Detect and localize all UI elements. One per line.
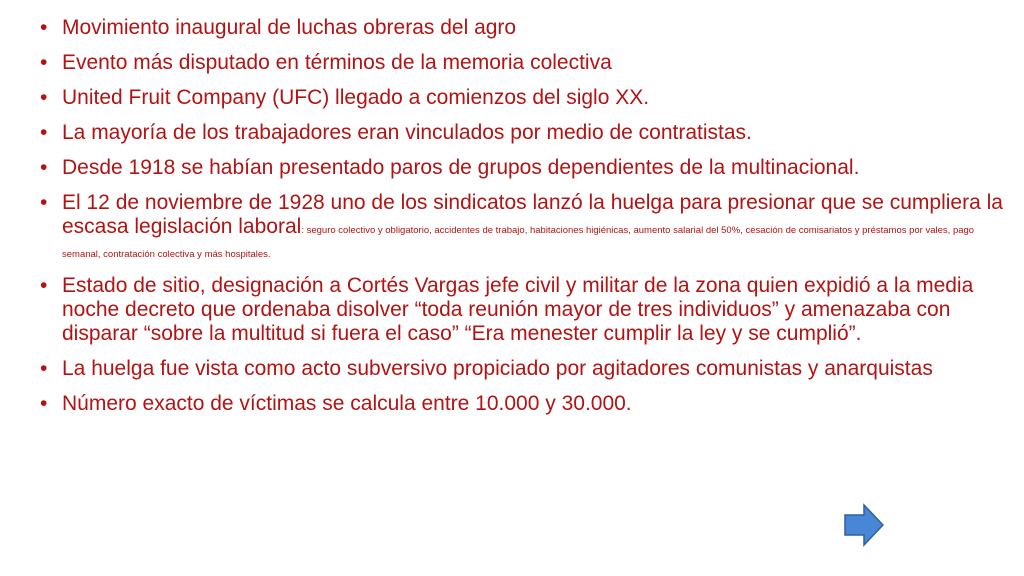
bullet-footnote: : seguro colectivo y obligatorio, accidentes de trabajo, habitaciones higiénicas, aumento salarial del 50%, cesación de comisariatos y préstamos por vales, pago semanal, contratación colectiva y más hospitales. <box>62 225 975 260</box>
bullet-dot: • <box>40 51 48 74</box>
bullet-dot: • <box>40 392 48 415</box>
bullet-text: United Fruit Company (UFC) llegado a comienzos del siglo XX. <box>62 86 650 109</box>
bullet-dot: • <box>40 191 48 214</box>
bullet-dot: • <box>40 156 48 179</box>
bullet-dot: • <box>40 357 48 380</box>
bullet-item <box>36 191 1004 263</box>
bullet-item <box>36 156 1004 180</box>
bullet-text: Número exacto de víctimas se calcula entre 10.000 y 30.000. <box>62 392 632 415</box>
bullet-text: Movimiento inaugural de luchas obreras del agro <box>62 16 517 39</box>
bullet-dot: • <box>40 121 48 144</box>
bullet-item <box>36 357 1004 381</box>
bullet-item <box>36 392 1004 416</box>
bullet-item <box>36 121 1004 145</box>
bullet-dot: • <box>40 274 48 297</box>
right-arrow-icon <box>844 503 884 547</box>
bullet-text: Estado de sitio, designación a Cortés Vargas jefe civil y militar de la zona quien expidió a la media noche decreto que ordenaba disolver “toda reunión mayor de tres individuos” y amenazaba con disparar “sobre la multitud si fuera el caso” “Era menester cumplir la ley y se cumplió”. <box>62 274 974 345</box>
bullet-item <box>36 86 1004 110</box>
bullet-text: Desde 1918 se habían presentado paros de grupos dependientes de la multinacional. <box>62 156 860 179</box>
bullet-text: La huelga fue vista como acto subversivo propiciado por agitadores comunistas y anarquistas <box>62 357 933 380</box>
bullet-item <box>36 274 1004 346</box>
bullet-item <box>36 51 1004 75</box>
next-slide-button[interactable] <box>844 503 884 547</box>
bullet-item <box>36 16 1004 40</box>
bullet-text: Evento más disputado en términos de la memoria colectiva <box>62 51 612 74</box>
bullet-dot: • <box>40 86 48 109</box>
bullet-dot: • <box>40 16 48 39</box>
bullet-list <box>36 16 1004 427</box>
bullet-text: El 12 de noviembre de 1928 uno de los sindicatos lanzó la huelga para presionar que se cumpliera la escasa legislación laboral <box>62 191 1003 238</box>
bullet-text: La mayoría de los trabajadores eran vinculados por medio de contratistas. <box>62 121 752 144</box>
